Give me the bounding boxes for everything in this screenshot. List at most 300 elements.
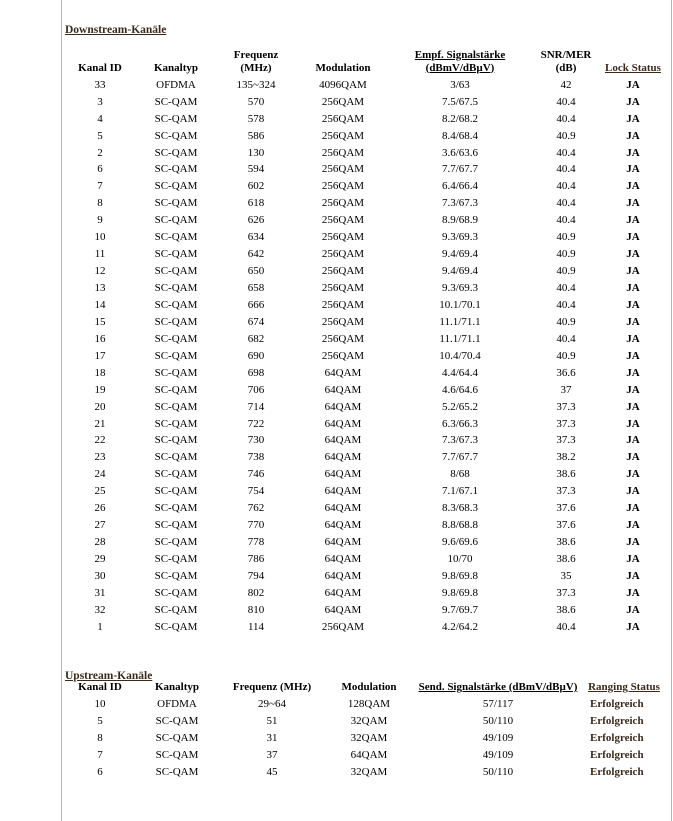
- table-row: [64, 501, 664, 518]
- cell-modulation: 64QAM: [324, 451, 362, 464]
- cell-signal-strength: 6.3/66.3: [441, 417, 479, 430]
- col-header-us-signal-strength: Send. Signalstärke (dBmV/dBµV): [418, 681, 578, 693]
- cell-snr-mer: 40.9: [556, 349, 576, 362]
- downstream-header-row: [64, 48, 664, 77]
- cell-kanal-id: 30: [94, 569, 106, 582]
- cell-frequenz: 594: [247, 163, 265, 176]
- cell-lock-status: JA: [626, 112, 640, 125]
- table-row: [64, 264, 664, 281]
- table-row: [64, 145, 664, 162]
- cell-snr-mer: 38.6: [556, 536, 576, 549]
- cell-signal-strength: 9.8/69.8: [441, 569, 479, 582]
- cell-modulation: 256QAM: [321, 214, 365, 227]
- upstream-table-header: [64, 680, 664, 697]
- cell-modulation: 4096QAM: [319, 78, 367, 91]
- cell-kanaltyp: SC-QAM: [154, 180, 198, 193]
- cell-snr-mer: 40.4: [556, 298, 576, 311]
- cell-lock-status: JA: [626, 620, 640, 633]
- cell-snr-mer: 40.4: [556, 214, 576, 227]
- cell-snr-mer: 40.4: [556, 332, 576, 345]
- cell-kanal-id: 20: [94, 400, 106, 413]
- cell-lock-status: JA: [626, 163, 640, 176]
- cell-signal-strength: 4.6/64.6: [441, 383, 479, 396]
- cell-kanal-id: 9: [97, 214, 103, 227]
- cell-modulation: 256QAM: [321, 163, 365, 176]
- cell-frequenz: 634: [247, 231, 265, 244]
- cell-kanaltyp: SC-QAM: [154, 468, 198, 481]
- col-header-lock-status: Lock Status: [605, 61, 661, 74]
- cell-frequenz: 658: [247, 282, 265, 295]
- cell-us-kanaltyp: SC-QAM: [155, 765, 199, 778]
- table-row: [64, 247, 664, 264]
- cell-kanal-id: 3: [97, 95, 103, 108]
- cell-modulation: 256QAM: [321, 332, 365, 345]
- table-row: [64, 213, 664, 230]
- col-header-modulation: Modulation: [315, 61, 371, 74]
- cell-kanal-id: 21: [94, 417, 106, 430]
- cell-kanal-id: 8: [97, 197, 103, 210]
- cell-modulation: 64QAM: [324, 383, 362, 396]
- cell-frequenz: 698: [247, 366, 265, 379]
- cell-lock-status: JA: [626, 603, 640, 616]
- cell-lock-status: JA: [626, 553, 640, 566]
- cell-kanaltyp: SC-QAM: [154, 586, 198, 599]
- cell-kanaltyp: SC-QAM: [154, 400, 198, 413]
- cell-us-kanal-id: 8: [97, 732, 103, 745]
- col-header-us-frequenz: Frequenz (MHz): [232, 681, 312, 693]
- cell-lock-status: JA: [626, 95, 640, 108]
- table-row: [64, 416, 664, 433]
- col-header-snr-mer: [530, 48, 602, 77]
- cell-kanaltyp: SC-QAM: [154, 112, 198, 125]
- cell-kanaltyp: SC-QAM: [154, 163, 198, 176]
- cell-signal-strength: 10.1/70.1: [439, 298, 481, 311]
- cell-modulation: 256QAM: [321, 129, 365, 142]
- cell-signal-strength: 4.2/64.2: [441, 620, 479, 633]
- cell-kanaltyp: SC-QAM: [154, 383, 198, 396]
- cell-frequenz: 114: [247, 620, 265, 633]
- cell-modulation: 64QAM: [324, 400, 362, 413]
- upstream-table-body: [64, 697, 664, 782]
- cell-snr-mer: 38.6: [556, 603, 576, 616]
- table-row: [64, 399, 664, 416]
- cell-ranging-status: Erfolgreich: [590, 715, 644, 728]
- cell-modulation: 256QAM: [321, 231, 365, 244]
- table-row: [64, 230, 664, 247]
- cell-signal-strength: 8.4/68.4: [441, 129, 479, 142]
- cell-kanaltyp: SC-QAM: [154, 620, 198, 633]
- cell-us-modulation: 32QAM: [350, 732, 388, 745]
- cell-kanaltyp: SC-QAM: [154, 451, 198, 464]
- col-header-frequenz-line2: (MHz): [240, 61, 272, 74]
- col-header-signal-strength: [390, 48, 530, 77]
- cell-kanaltyp: SC-QAM: [154, 502, 198, 515]
- cell-signal-strength: 9.6/69.6: [441, 536, 479, 549]
- cell-us-signal-strength: 57/117: [482, 698, 514, 711]
- cell-snr-mer: 40.9: [556, 231, 576, 244]
- cell-signal-strength: 9.4/69.4: [441, 265, 479, 278]
- cell-modulation: 64QAM: [324, 468, 362, 481]
- table-row: [64, 764, 664, 781]
- table-row: [64, 314, 664, 331]
- table-row: [64, 162, 664, 179]
- col-header-kanal-id: Kanal ID: [78, 61, 122, 74]
- cell-kanal-id: 25: [94, 485, 106, 498]
- cell-us-kanaltyp: OFDMA: [157, 698, 197, 711]
- table-row: [64, 331, 664, 348]
- cell-modulation: 256QAM: [321, 349, 365, 362]
- cell-signal-strength: 9.3/69.3: [441, 231, 479, 244]
- cell-modulation: 256QAM: [321, 265, 365, 278]
- cell-signal-strength: 7.7/67.7: [441, 451, 479, 464]
- cell-us-frequenz: 45: [266, 765, 278, 778]
- cell-snr-mer: 40.9: [556, 315, 576, 328]
- cell-frequenz: 738: [247, 451, 265, 464]
- cell-snr-mer: 40.4: [556, 197, 576, 210]
- cell-kanal-id: 12: [94, 265, 106, 278]
- cell-us-signal-strength: 49/109: [482, 748, 514, 761]
- cell-kanal-id: 18: [94, 366, 106, 379]
- cell-kanaltyp: SC-QAM: [154, 536, 198, 549]
- cell-lock-status: JA: [626, 569, 640, 582]
- cell-signal-strength: 9.7/69.7: [441, 603, 479, 616]
- cell-snr-mer: 36.6: [556, 366, 576, 379]
- upstream-channels-table: [64, 680, 664, 781]
- cell-lock-status: JA: [626, 197, 640, 210]
- cell-snr-mer: 40.9: [556, 265, 576, 278]
- cell-snr-mer: 40.4: [556, 112, 576, 125]
- cell-lock-status: JA: [626, 214, 640, 227]
- cell-lock-status: JA: [626, 519, 640, 532]
- table-row: [64, 94, 664, 111]
- cell-signal-strength: 3.6/63.6: [441, 146, 479, 159]
- cell-us-kanaltyp: SC-QAM: [155, 748, 199, 761]
- cell-kanal-id: 33: [94, 78, 106, 91]
- cell-snr-mer: 40.4: [556, 146, 576, 159]
- cell-kanaltyp: SC-QAM: [154, 146, 198, 159]
- cell-signal-strength: 10/70: [447, 553, 473, 566]
- cell-modulation: 256QAM: [321, 620, 365, 633]
- col-header-us-kanaltyp: Kanaltyp: [154, 681, 199, 693]
- cell-lock-status: JA: [626, 434, 640, 447]
- cell-signal-strength: 10.4/70.4: [439, 349, 481, 362]
- right-margin-rule: [671, 0, 672, 821]
- cell-snr-mer: 37.6: [556, 502, 576, 515]
- cell-snr-mer: 37.3: [556, 485, 576, 498]
- cell-lock-status: JA: [626, 78, 640, 91]
- cell-kanaltyp: SC-QAM: [154, 417, 198, 430]
- cell-lock-status: JA: [626, 468, 640, 481]
- cell-signal-strength: 8.2/68.2: [441, 112, 479, 125]
- cell-snr-mer: 37.3: [556, 400, 576, 413]
- cell-us-modulation: 128QAM: [347, 698, 391, 711]
- table-row: [64, 433, 664, 450]
- cell-modulation: 256QAM: [321, 146, 365, 159]
- cell-us-kanal-id: 5: [97, 715, 103, 728]
- cell-us-signal-strength: 49/109: [482, 732, 514, 745]
- downstream-section-title: Downstream-Kanäle: [65, 24, 167, 36]
- cell-frequenz: 650: [247, 265, 265, 278]
- cell-modulation: 256QAM: [321, 180, 365, 193]
- cell-kanal-id: 16: [94, 332, 106, 345]
- cell-modulation: 64QAM: [324, 519, 362, 532]
- cell-snr-mer: 37.6: [556, 519, 576, 532]
- col-header-snr-line1: SNR/MER: [540, 49, 592, 61]
- cell-lock-status: JA: [626, 586, 640, 599]
- cell-kanaltyp: SC-QAM: [154, 332, 198, 345]
- cell-modulation: 64QAM: [324, 434, 362, 447]
- cell-kanal-id: 1: [97, 620, 103, 633]
- cell-signal-strength: 9.3/69.3: [441, 282, 479, 295]
- cell-modulation: 64QAM: [324, 417, 362, 430]
- cell-frequenz: 618: [247, 197, 265, 210]
- downstream-table-header: [64, 48, 664, 77]
- cell-modulation: 256QAM: [321, 95, 365, 108]
- cell-us-frequenz: 37: [266, 748, 278, 761]
- cell-signal-strength: 11.1/71.1: [439, 315, 481, 328]
- cell-lock-status: JA: [626, 332, 640, 345]
- cell-lock-status: JA: [626, 536, 640, 549]
- table-row: [64, 111, 664, 128]
- cell-signal-strength: 7.1/67.1: [441, 485, 479, 498]
- cell-ranging-status: Erfolgreich: [590, 765, 644, 778]
- table-row: [64, 697, 664, 714]
- upstream-section-title: Upstream-Kanäle: [65, 670, 153, 682]
- cell-kanal-id: 28: [94, 536, 106, 549]
- cell-lock-status: JA: [626, 400, 640, 413]
- cell-frequenz: 586: [247, 129, 265, 142]
- cell-kanaltyp: SC-QAM: [154, 282, 198, 295]
- cell-us-kanaltyp: SC-QAM: [155, 715, 199, 728]
- cell-frequenz: 690: [247, 349, 265, 362]
- cell-signal-strength: 8.8/68.8: [441, 519, 479, 532]
- cell-modulation: 64QAM: [324, 569, 362, 582]
- cell-lock-status: JA: [626, 315, 640, 328]
- cell-frequenz: 642: [247, 248, 265, 261]
- cell-frequenz: 754: [247, 485, 265, 498]
- table-row: [64, 297, 664, 314]
- cell-lock-status: JA: [626, 485, 640, 498]
- cell-snr-mer: 38.2: [556, 451, 576, 464]
- cell-snr-mer: 40.4: [556, 163, 576, 176]
- cell-kanal-id: 6: [97, 163, 103, 176]
- cell-frequenz: 626: [247, 214, 265, 227]
- cell-lock-status: JA: [626, 265, 640, 278]
- cell-frequenz: 135~324: [236, 78, 276, 91]
- cell-lock-status: JA: [626, 129, 640, 142]
- cell-kanal-id: 27: [94, 519, 106, 532]
- cell-lock-status: JA: [626, 417, 640, 430]
- cell-signal-strength: 7.3/67.3: [441, 434, 479, 447]
- cell-kanal-id: 19: [94, 383, 106, 396]
- cell-frequenz: 746: [247, 468, 265, 481]
- cell-snr-mer: 35: [560, 569, 572, 582]
- cell-modulation: 64QAM: [324, 502, 362, 515]
- cell-snr-mer: 40.4: [556, 282, 576, 295]
- cell-kanaltyp: SC-QAM: [154, 298, 198, 311]
- cell-signal-strength: 4.4/64.4: [441, 366, 479, 379]
- col-header-snr-line2: (dB): [555, 61, 577, 74]
- cell-snr-mer: 38.6: [556, 468, 576, 481]
- cell-lock-status: JA: [626, 349, 640, 362]
- table-row: [64, 602, 664, 619]
- cell-frequenz: 674: [247, 315, 265, 328]
- upstream-header-row: [64, 680, 664, 697]
- cell-kanal-id: 32: [94, 603, 106, 616]
- cell-kanaltyp: SC-QAM: [154, 485, 198, 498]
- cell-kanal-id: 11: [94, 248, 106, 261]
- cell-snr-mer: 40.4: [556, 95, 576, 108]
- cell-us-frequenz: 51: [266, 715, 278, 728]
- cell-kanaltyp: OFDMA: [156, 78, 196, 91]
- cell-lock-status: JA: [626, 502, 640, 515]
- cell-kanaltyp: SC-QAM: [154, 248, 198, 261]
- cell-kanal-id: 10: [94, 231, 106, 244]
- cell-frequenz: 762: [247, 502, 265, 515]
- table-row: [64, 619, 664, 636]
- cell-modulation: 64QAM: [324, 366, 362, 379]
- table-row: [64, 196, 664, 213]
- cell-frequenz: 802: [247, 586, 265, 599]
- table-row: [64, 731, 664, 748]
- cell-kanaltyp: SC-QAM: [154, 366, 198, 379]
- cell-us-kanal-id: 7: [97, 748, 103, 761]
- cell-ranging-status: Erfolgreich: [590, 732, 644, 745]
- cell-modulation: 64QAM: [324, 603, 362, 616]
- cell-modulation: 256QAM: [321, 282, 365, 295]
- cell-frequenz: 810: [247, 603, 265, 616]
- cell-snr-mer: 37.3: [556, 434, 576, 447]
- cell-frequenz: 730: [247, 434, 265, 447]
- cell-signal-strength: 8.3/68.3: [441, 502, 479, 515]
- cell-kanaltyp: SC-QAM: [154, 434, 198, 447]
- cell-kanal-id: 23: [94, 451, 106, 464]
- cell-us-frequenz: 29~64: [258, 698, 286, 711]
- table-row: [64, 714, 664, 731]
- cell-modulation: 64QAM: [324, 536, 362, 549]
- cell-modulation: 64QAM: [324, 485, 362, 498]
- cell-lock-status: JA: [626, 298, 640, 311]
- cell-us-frequenz: 31: [266, 732, 278, 745]
- table-row: [64, 518, 664, 535]
- col-header-frequenz-line1: Frequenz: [233, 49, 279, 61]
- cell-lock-status: JA: [626, 366, 640, 379]
- downstream-table-body: [64, 77, 664, 636]
- col-header-ranging-status: Ranging Status: [588, 681, 660, 693]
- table-row: [64, 281, 664, 298]
- cell-frequenz: 578: [247, 112, 265, 125]
- cell-kanal-id: 24: [94, 468, 106, 481]
- cell-lock-status: JA: [626, 451, 640, 464]
- cell-signal-strength: 11.1/71.1: [439, 332, 481, 345]
- cell-us-modulation: 32QAM: [350, 765, 388, 778]
- cell-signal-strength: 7.5/67.5: [441, 95, 479, 108]
- cell-modulation: 256QAM: [321, 298, 365, 311]
- cell-signal-strength: 3/63: [450, 78, 470, 91]
- cell-lock-status: JA: [626, 282, 640, 295]
- cell-us-modulation: 64QAM: [350, 748, 388, 761]
- table-row: [64, 348, 664, 365]
- cell-snr-mer: 37.3: [556, 586, 576, 599]
- cell-kanal-id: 4: [97, 112, 103, 125]
- cell-kanaltyp: SC-QAM: [154, 603, 198, 616]
- cell-frequenz: 602: [247, 180, 265, 193]
- table-row: [64, 179, 664, 196]
- cell-kanal-id: 13: [94, 282, 106, 295]
- cell-frequenz: 130: [247, 146, 265, 159]
- cell-kanal-id: 17: [94, 349, 106, 362]
- col-header-us-modulation: Modulation: [341, 681, 397, 693]
- cell-us-kanaltyp: SC-QAM: [155, 732, 199, 745]
- table-row: [64, 77, 664, 94]
- col-header-us-kanal-id: Kanal ID: [78, 681, 122, 693]
- cell-kanaltyp: SC-QAM: [154, 315, 198, 328]
- cell-us-signal-strength: 50/110: [482, 715, 514, 728]
- cell-kanaltyp: SC-QAM: [154, 95, 198, 108]
- cell-kanal-id: 14: [94, 298, 106, 311]
- cell-kanaltyp: SC-QAM: [154, 519, 198, 532]
- cell-kanal-id: 15: [94, 315, 106, 328]
- cell-frequenz: 778: [247, 536, 265, 549]
- cell-ranging-status: Erfolgreich: [590, 698, 644, 711]
- cell-kanal-id: 31: [94, 586, 106, 599]
- table-row: [64, 535, 664, 552]
- table-row: [64, 365, 664, 382]
- cell-kanal-id: 5: [97, 129, 103, 142]
- cell-signal-strength: 9.8/69.8: [441, 586, 479, 599]
- cell-snr-mer: 42: [560, 78, 572, 91]
- table-row: [64, 568, 664, 585]
- cell-modulation: 256QAM: [321, 315, 365, 328]
- cell-snr-mer: 37: [560, 383, 572, 396]
- cell-frequenz: 706: [247, 383, 265, 396]
- cell-frequenz: 666: [247, 298, 265, 311]
- cell-frequenz: 794: [247, 569, 265, 582]
- cell-lock-status: JA: [626, 248, 640, 261]
- cell-modulation: 256QAM: [321, 248, 365, 261]
- cell-ranging-status: Erfolgreich: [590, 748, 644, 761]
- cell-frequenz: 770: [247, 519, 265, 532]
- cell-kanal-id: 2: [97, 146, 103, 159]
- cell-lock-status: JA: [626, 383, 640, 396]
- cell-kanaltyp: SC-QAM: [154, 553, 198, 566]
- cell-snr-mer: 40.9: [556, 129, 576, 142]
- cell-lock-status: JA: [626, 180, 640, 193]
- cell-signal-strength: 8/68: [450, 468, 470, 481]
- cell-kanal-id: 22: [94, 434, 106, 447]
- cell-snr-mer: 40.9: [556, 248, 576, 261]
- cell-lock-status: JA: [626, 146, 640, 159]
- col-header-frequenz: [216, 48, 296, 77]
- cell-modulation: 64QAM: [324, 586, 362, 599]
- cell-snr-mer: 38.6: [556, 553, 576, 566]
- table-row: [64, 450, 664, 467]
- cell-us-signal-strength: 50/110: [482, 765, 514, 778]
- cell-snr-mer: 40.4: [556, 180, 576, 193]
- cell-kanaltyp: SC-QAM: [154, 569, 198, 582]
- cell-signal-strength: 5.2/65.2: [441, 400, 479, 413]
- cell-frequenz: 786: [247, 553, 265, 566]
- col-header-signal-line2: (dBmV/dBµV): [425, 61, 495, 74]
- cell-modulation: 64QAM: [324, 553, 362, 566]
- table-row: [64, 382, 664, 399]
- table-row: [64, 552, 664, 569]
- cell-frequenz: 570: [247, 95, 265, 108]
- table-row: [64, 747, 664, 764]
- table-row: [64, 585, 664, 602]
- cell-modulation: 256QAM: [321, 197, 365, 210]
- cell-signal-strength: 7.7/67.7: [441, 163, 479, 176]
